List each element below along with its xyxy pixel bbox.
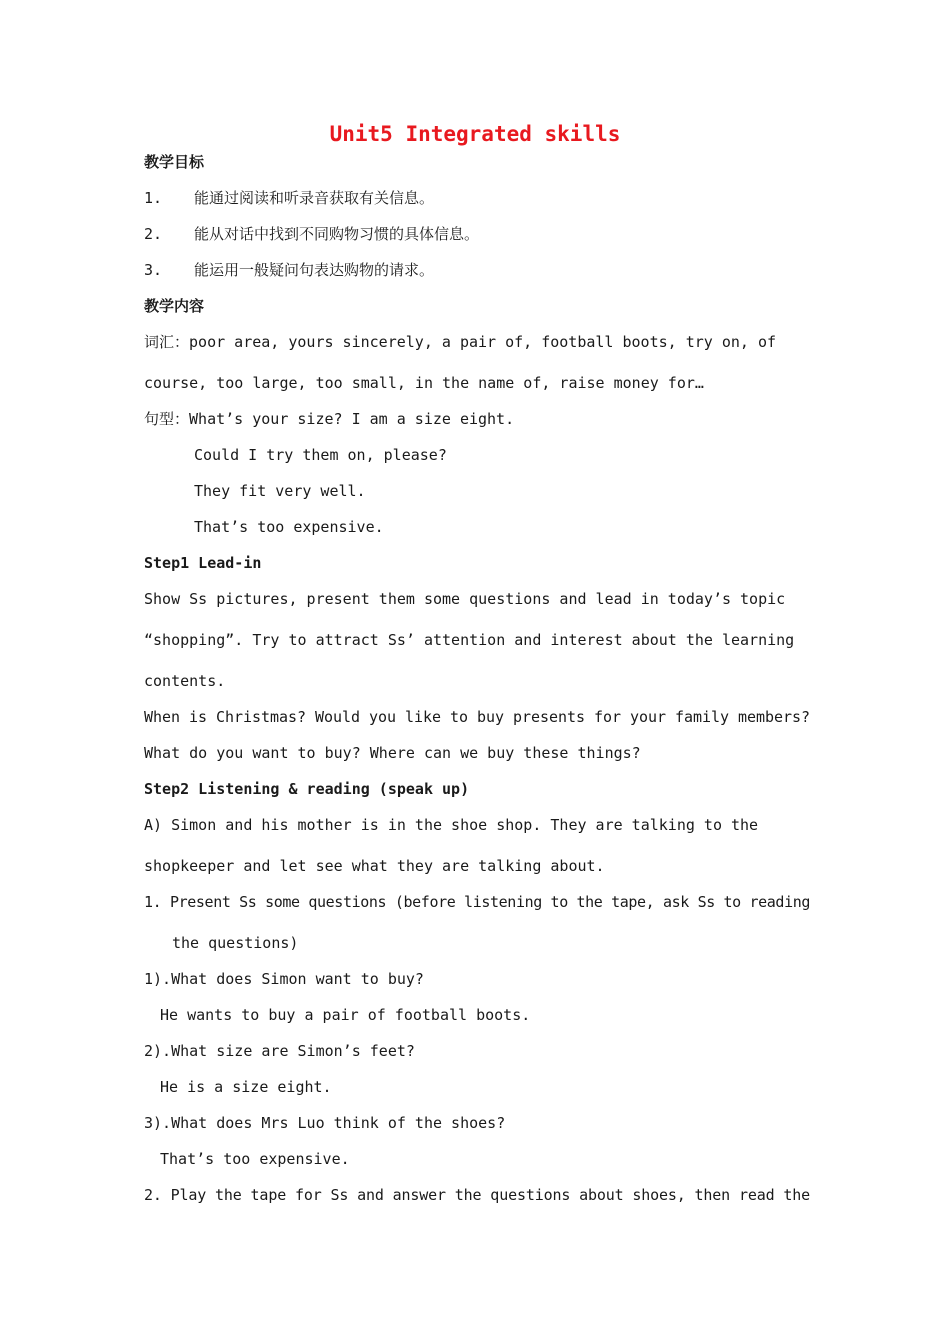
step1-paragraph-line: Show Ss pictures, present them some questions and lead in today’s topic	[144, 590, 786, 608]
goal-item	[144, 224, 479, 244]
step2-paragraph-line: A) Simon and his mother is in the shoe shop. They are talking to the	[144, 816, 759, 834]
goal-item	[144, 188, 434, 208]
step1-paragraph-line: “shopping”. Try to attract Ss’ attention and interest about the learning	[144, 631, 795, 649]
qa-question: 1).What does Simon want to buy?	[144, 970, 424, 988]
goal-number: 2.	[144, 225, 163, 243]
goals-heading: 教学目标	[144, 153, 205, 171]
goal-text: 能通过阅读和听录音获取有关信息。	[194, 189, 435, 207]
pattern-line	[144, 409, 514, 429]
goal-text: 能运用一般疑问句表达购物的请求。	[194, 261, 435, 279]
step2-paragraph-line: shopkeeper and let see what they are talking about.	[144, 857, 605, 875]
vocab-label: 词汇：	[144, 333, 190, 351]
qa-answer: That’s too expensive.	[160, 1150, 350, 1168]
qa-answer: He is a size eight.	[160, 1078, 332, 1096]
qa-question: 3).What does Mrs Luo think of the shoes?	[144, 1114, 506, 1132]
step2-point-line: 1. Present Ss some questions (before listening to the tape, ask Ss to reading	[144, 893, 811, 911]
step2-heading: Step2 Listening & reading (speak up)	[144, 780, 470, 798]
pattern-line: They fit very well.	[194, 482, 366, 500]
goal-text: 能从对话中找到不同购物习惯的具体信息。	[194, 225, 480, 243]
vocab-text: poor area, yours sincerely, a pair of, football boots, try on, of	[189, 333, 777, 351]
pattern-line: Could I try them on, please?	[194, 446, 447, 464]
step2-point-line: the questions)	[172, 934, 299, 952]
vocab-line-continued: course, too large, too small, in the name of, raise money for…	[144, 374, 704, 392]
step1-question: When is Christmas? Would you like to buy presents for your family members?	[144, 708, 810, 726]
qa-question: 2).What size are Simon’s feet?	[144, 1042, 415, 1060]
goal-item	[144, 260, 434, 280]
vocab-line	[144, 332, 776, 352]
content-heading: 教学内容	[144, 297, 205, 315]
step1-heading: Step1 Lead-in	[144, 554, 262, 572]
step1-paragraph-line: contents.	[144, 672, 226, 690]
goal-number: 1.	[144, 189, 163, 207]
step2-point-line: 2. Play the tape for Ss and answer the questions about shoes, then read the	[144, 1186, 810, 1204]
pattern-label: 句型：	[144, 410, 190, 428]
step1-question: What do you want to buy? Where can we buy these things?	[144, 744, 641, 762]
qa-answer: He wants to buy a pair of football boots.	[160, 1006, 531, 1024]
goal-number: 3.	[144, 261, 163, 279]
pattern-text: What’s your size? I am a size eight.	[189, 410, 515, 428]
document-title: Unit5 Integrated skills	[329, 122, 621, 146]
pattern-line: That’s too expensive.	[194, 518, 384, 536]
